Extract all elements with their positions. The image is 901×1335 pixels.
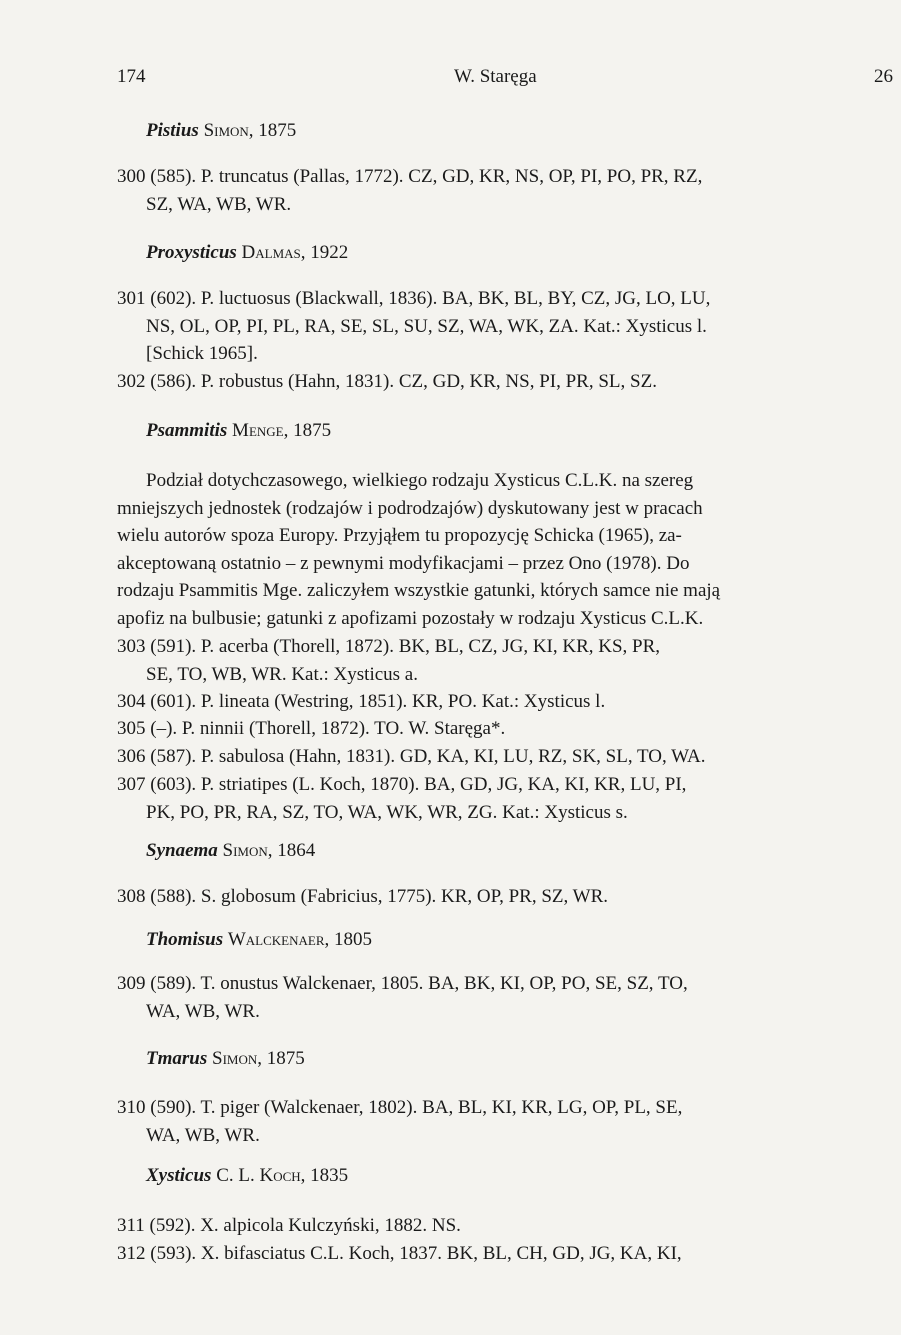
entry-number: 309 <box>117 973 146 994</box>
entry-number: 301 <box>117 288 146 309</box>
entry-number: 308 <box>117 886 146 907</box>
entry-text: (586). P. robustus (Hahn, 1831). CZ, GD, KR, NS, PI, PR, SL, SZ. <box>150 371 657 392</box>
entry-number: 303 <box>117 636 146 657</box>
species-entry-304 <box>117 688 893 716</box>
species-entry-300 <box>117 163 893 218</box>
entry-number: 306 <box>117 746 146 767</box>
species-entry-312 <box>117 1240 893 1268</box>
entry-text: WA, WB, WR. <box>146 1124 260 1146</box>
running-header <box>117 66 893 94</box>
entry-number: 305 <box>117 718 146 739</box>
entry-number: 310 <box>117 1097 146 1118</box>
entry-text: (588). S. globosum (Fabricius, 1775). KR, OP, PR, SZ, WR. <box>150 886 609 907</box>
species-entry-302 <box>117 368 893 396</box>
genus-authority: Walckenaer <box>227 929 325 950</box>
entry-number: 307 <box>117 774 146 795</box>
paragraph-line: apofiz na bulbusie; gatunki z apofizami pozostały w rodzaju Xysticus C.L.K. <box>117 607 704 629</box>
genus-name: Tmarus <box>146 1048 208 1069</box>
entry-text: (591). P. acerba (Thorell, 1872). BK, BL, CZ, JG, KI, KR, KS, PR, <box>150 636 661 657</box>
species-entry-308 <box>117 883 893 911</box>
running-author: W. Staręga <box>454 66 537 87</box>
volume-number: 26 <box>874 66 893 87</box>
genus-authority: C. L. Koch <box>216 1165 301 1186</box>
species-entry-306 <box>117 743 893 771</box>
entry-text: (585). P. truncatus (Pallas, 1772). CZ, GD, KR, NS, OP, PI, PO, PR, RZ, <box>150 166 703 187</box>
entry-text: SE, TO, WB, WR. Kat.: Xysticus a. <box>146 663 418 685</box>
genus-name: Pistius <box>146 120 199 141</box>
entry-text: PK, PO, PR, RA, SZ, TO, WA, WK, WR, ZG. Kat.: Xysticus s. <box>146 801 628 823</box>
species-entry-305 <box>117 715 893 743</box>
paragraph-line: mniejszych jednostek (rodzajów i podrodzajów) dyskutowany jest w pracach <box>117 497 703 519</box>
entry-number: 304 <box>117 691 146 712</box>
genus-year: , 1875 <box>283 420 332 441</box>
paragraph-line: akceptowaną ostatnio – z pewnymi modyfikacjami – przez Ono (1978). Do <box>117 552 690 574</box>
genus-name: Psammitis <box>146 420 228 441</box>
genus-year: , 1922 <box>300 242 349 263</box>
genus-year: , 1875 <box>248 120 297 141</box>
genus-authority: Simon <box>222 840 268 861</box>
entry-text: WA, WB, WR. <box>146 1000 260 1022</box>
entry-text: (589). T. onustus Walckenaer, 1805. BA, BK, KI, OP, PO, SE, SZ, TO, <box>150 973 688 994</box>
genus-name: Xysticus <box>146 1165 212 1186</box>
genus-heading-xysticus <box>146 1165 348 1187</box>
genus-heading-psammitis <box>146 420 331 442</box>
entry-text: (587). P. sabulosa (Hahn, 1831). GD, KA, KI, LU, RZ, SK, SL, TO, WA. <box>150 746 706 767</box>
entry-text: (–). P. ninnii (Thorell, 1872). TO. W. Staręga*. <box>150 718 506 739</box>
entry-number: 312 <box>117 1243 146 1264</box>
species-entry-301 <box>117 285 893 368</box>
genus-name: Proxysticus <box>146 242 237 263</box>
genus-heading-thomisus <box>146 929 372 951</box>
paragraph-line: rodzaju Psammitis Mge. zaliczyłem wszystkie gatunki, których samce nie mają <box>117 580 721 601</box>
entry-number: 302 <box>117 371 146 392</box>
species-entry-311 <box>117 1212 893 1240</box>
entry-text: NS, OL, OP, PI, PL, RA, SE, SL, SU, SZ, WA, WK, ZA. Kat.: Xysticus l. <box>146 315 707 337</box>
entry-text: SZ, WA, WB, WR. <box>146 193 292 215</box>
species-entry-303 <box>117 633 893 688</box>
paragraph-line: Podział dotychczasowego, wielkiego rodzaju Xysticus C.L.K. na szereg <box>146 470 694 491</box>
page-number: 174 <box>117 66 146 87</box>
genus-authority: Menge <box>232 420 284 441</box>
entry-text: (603). P. striatipes (L. Koch, 1870). BA, GD, JG, KA, KI, KR, LU, PI, <box>150 774 687 795</box>
entry-text: (601). P. lineata (Westring, 1851). KR, PO. Kat.: Xysticus l. <box>150 691 606 712</box>
entry-text: (592). X. alpicola Kulczyński, 1882. NS. <box>149 1215 461 1236</box>
entry-number: 300 <box>117 166 146 187</box>
entry-number: 311 <box>117 1215 145 1236</box>
genus-authority: Simon <box>212 1048 258 1069</box>
genus-year: , 1805 <box>324 929 372 950</box>
entry-text: (590). T. piger (Walckenaer, 1802). BA, BL, KI, KR, LG, OP, PL, SE, <box>150 1097 683 1118</box>
genus-authority: Dalmas <box>241 242 301 263</box>
genus-name: Thomisus <box>146 929 224 950</box>
entry-text: (602). P. luctuosus (Blackwall, 1836). BA, BK, BL, BY, CZ, JG, LO, LU, <box>150 288 711 309</box>
species-entry-307 <box>117 771 893 826</box>
genus-heading-proxysticus <box>146 242 348 264</box>
psammitis-note-paragraph <box>117 467 893 632</box>
genus-year: , 1875 <box>257 1048 305 1069</box>
species-entry-310 <box>117 1094 893 1149</box>
genus-heading-synaema <box>146 840 315 862</box>
entry-text: (593). X. bifasciatus C.L. Koch, 1837. BK, BL, CH, GD, JG, KA, KI, <box>150 1243 682 1264</box>
species-entry-309 <box>117 970 893 1025</box>
genus-year: , 1864 <box>267 840 316 861</box>
genus-authority: Simon <box>203 120 249 141</box>
genus-year: , 1835 <box>300 1165 349 1186</box>
genus-heading-tmarus <box>146 1048 305 1070</box>
genus-name: Synaema <box>146 840 218 861</box>
entry-text: [Schick 1965]. <box>146 343 258 364</box>
genus-heading-pistius <box>146 120 296 142</box>
paragraph-line: wielu autorów spoza Europy. Przyjąłem tu propozycję Schicka (1965), za- <box>117 525 682 546</box>
